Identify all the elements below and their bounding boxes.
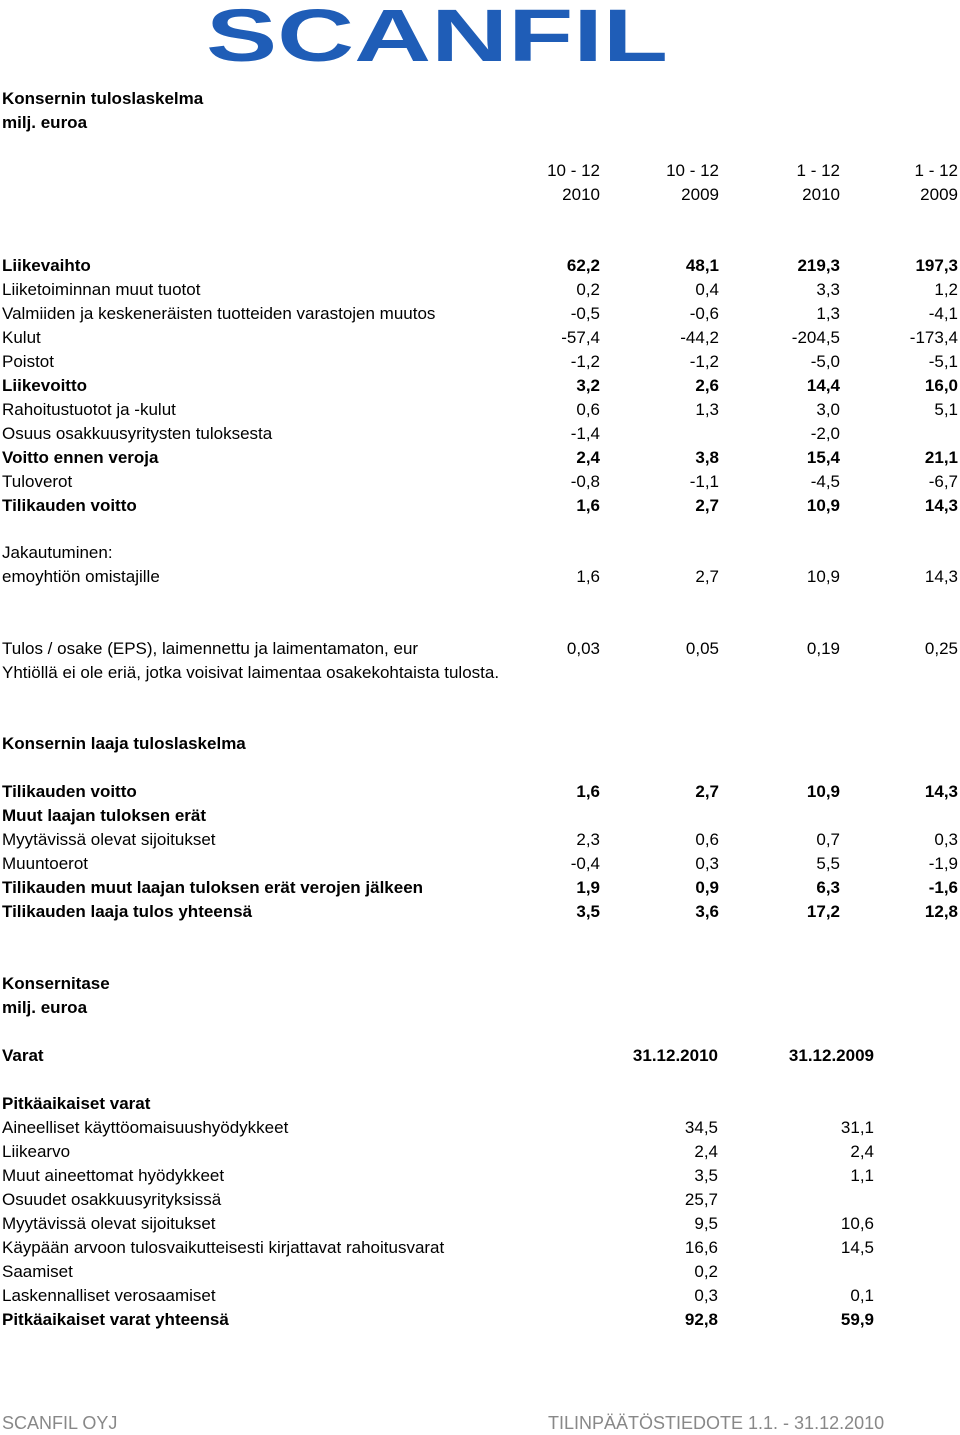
table-row xyxy=(2,852,958,876)
row-value: 15,4 xyxy=(806,448,840,467)
row-value: 17,2 xyxy=(806,902,840,921)
row-value: 3,2 xyxy=(576,376,600,395)
row-value: 10,9 xyxy=(806,496,840,515)
row-label: Laskennalliset verosaamiset xyxy=(2,1286,216,1305)
row-value: -173,4 xyxy=(909,328,958,347)
row-value: 31,1 xyxy=(840,1118,874,1137)
period-header-range: 1 - 12 xyxy=(914,161,958,180)
row-label: Muut laajan tuloksen erät xyxy=(2,806,207,825)
table-row xyxy=(2,565,958,589)
row-value: 0,6 xyxy=(695,830,719,849)
row-value: 1,6 xyxy=(576,567,600,586)
table-row xyxy=(2,350,958,374)
table-row xyxy=(2,326,958,350)
row-value: -5,1 xyxy=(928,352,958,371)
row-value: 1,6 xyxy=(576,496,600,515)
row-value: 197,3 xyxy=(915,256,958,275)
row-value: 59,9 xyxy=(840,1310,874,1329)
row-value: 9,5 xyxy=(694,1214,718,1233)
row-value: 219,3 xyxy=(797,256,840,275)
row-value: -0,6 xyxy=(689,304,719,323)
row-value: 14,4 xyxy=(806,376,840,395)
table-row xyxy=(2,804,958,828)
period-header-range: 10 - 12 xyxy=(547,161,600,180)
row-value: -0,4 xyxy=(570,854,600,873)
row-value: 0,9 xyxy=(695,878,719,897)
row-value: 0,7 xyxy=(816,830,840,849)
row-value: 25,7 xyxy=(684,1190,718,1209)
scanfil-logo xyxy=(203,4,671,66)
table-row xyxy=(2,828,958,852)
row-value: 1,1 xyxy=(850,1166,874,1185)
row-value: 0,2 xyxy=(576,280,600,299)
table-row xyxy=(2,302,958,326)
row-label: Pitkäaikaiset varat yhteensä xyxy=(2,1310,229,1329)
logo-wordmark: SCANFIL xyxy=(206,4,668,66)
row-value: 3,0 xyxy=(816,400,840,419)
row-label: Tilikauden voitto xyxy=(2,496,137,515)
row-value: -1,9 xyxy=(928,854,958,873)
row-label: Myytävissä olevat sijoitukset xyxy=(2,1214,216,1233)
row-value: 14,3 xyxy=(924,567,958,586)
table-row xyxy=(2,780,958,804)
row-label: Myytävissä olevat sijoitukset xyxy=(2,830,216,849)
row-label: Käypään arvoon tulosvaikutteisesti kirjattavat rahoitusvarat xyxy=(2,1238,445,1257)
row-value: 12,8 xyxy=(924,902,958,921)
row-label: Muuntoerot xyxy=(2,854,88,873)
row-value: 10,6 xyxy=(840,1214,874,1233)
assets-label: Varat xyxy=(2,1046,44,1065)
row-value: -204,5 xyxy=(791,328,840,347)
row-value: 1,9 xyxy=(576,878,600,897)
row-value: -1,2 xyxy=(570,352,600,371)
period-header-range: 10 - 12 xyxy=(666,161,719,180)
table-row xyxy=(2,1164,958,1188)
row-value: 0,19 xyxy=(806,639,840,658)
row-label: Tilikauden voitto xyxy=(2,782,137,801)
row-label: Osuudet osakkuusyrityksissä xyxy=(2,1190,222,1209)
row-value: -4,5 xyxy=(810,472,840,491)
footer-report-title: TILINPÄÄTÖSTIEDOTE 1.1. - 31.12.2010 xyxy=(548,1413,885,1433)
row-value: 0,25 xyxy=(924,639,958,658)
row-label: Aineelliset käyttöomaisuushyödykkeet xyxy=(2,1118,289,1137)
date-2009: 31.12.2009 xyxy=(788,1046,874,1065)
row-value: 0,03 xyxy=(566,639,600,658)
row-value: 10,9 xyxy=(806,782,840,801)
row-value: -57,4 xyxy=(561,328,600,347)
row-value: 16,6 xyxy=(684,1238,718,1257)
row-value: -4,1 xyxy=(928,304,958,323)
row-label: Tilikauden laaja tulos yhteensä xyxy=(2,902,253,921)
balance-header-row xyxy=(2,1044,958,1068)
row-label: Tuloverot xyxy=(2,472,73,491)
row-value: 1,2 xyxy=(934,280,958,299)
footer-company: SCANFIL OYJ xyxy=(2,1413,118,1433)
row-value: 2,4 xyxy=(850,1142,874,1161)
date-2010: 31.12.2010 xyxy=(632,1046,718,1065)
row-value: 0,6 xyxy=(576,400,600,419)
table-row xyxy=(2,1308,958,1332)
row-value: 10,9 xyxy=(806,567,840,586)
row-value: 3,6 xyxy=(695,902,719,921)
row-value: 3,3 xyxy=(816,280,840,299)
row-value: 2,4 xyxy=(694,1142,718,1161)
row-value: 3,5 xyxy=(576,902,600,921)
balance-unit: milj. euroa xyxy=(2,998,88,1017)
row-value: -6,7 xyxy=(928,472,958,491)
distribution-label: Jakautuminen: xyxy=(2,543,113,562)
row-value: 0,3 xyxy=(934,830,958,849)
row-value: 2,6 xyxy=(695,376,719,395)
table-row xyxy=(2,278,958,302)
row-value: 2,3 xyxy=(576,830,600,849)
income-unit: milj. euroa xyxy=(2,113,88,132)
table-row xyxy=(2,1212,958,1236)
income-title: Konsernin tuloslaskelma xyxy=(2,89,204,108)
table-row xyxy=(2,1260,958,1284)
row-label: Osuus osakkuusyritysten tuloksesta xyxy=(2,424,273,443)
table-row xyxy=(2,1188,958,1212)
table-row xyxy=(2,876,958,900)
row-value: 14,3 xyxy=(924,496,958,515)
row-value: 34,5 xyxy=(684,1118,718,1137)
row-value: 0,1 xyxy=(850,1286,874,1305)
table-row xyxy=(2,494,958,518)
eps-note: Yhtiöllä ei ole eriä, jotka voisivat laimentaa osakekohtaista tulosta. xyxy=(2,663,500,682)
row-label: Tilikauden muut laajan tuloksen erät verojen jälkeen xyxy=(2,878,424,897)
row-value: -5,0 xyxy=(810,352,840,371)
row-value: 62,2 xyxy=(566,256,600,275)
row-value: 0,3 xyxy=(695,854,719,873)
row-label: Saamiset xyxy=(2,1262,73,1281)
table-row xyxy=(2,254,958,278)
table-row xyxy=(2,398,958,422)
row-label: Liikearvo xyxy=(2,1142,71,1161)
period-header-year: 2010 xyxy=(802,185,840,204)
balance-title: Konsernitase xyxy=(2,974,110,993)
row-label: Kulut xyxy=(2,328,41,347)
period-header-year: 2009 xyxy=(920,185,958,204)
row-value: 6,3 xyxy=(816,878,840,897)
row-value: 2,7 xyxy=(695,782,719,801)
row-value: 1,3 xyxy=(695,400,719,419)
row-value: 0,3 xyxy=(694,1286,718,1305)
row-label: Rahoitustuotot ja -kulut xyxy=(2,400,176,419)
row-label: Valmiiden ja keskeneräisten tuotteiden varastojen muutos xyxy=(2,304,436,323)
row-value: 2,4 xyxy=(576,448,600,467)
row-value: -44,2 xyxy=(680,328,719,347)
row-value: 21,1 xyxy=(924,448,958,467)
row-value: 14,5 xyxy=(840,1238,874,1257)
comprehensive-title: Konsernin laaja tuloslaskelma xyxy=(2,734,246,753)
row-label: Poistot xyxy=(2,352,54,371)
row-value: 14,3 xyxy=(924,782,958,801)
row-value: 92,8 xyxy=(684,1310,718,1329)
row-label: Voitto ennen veroja xyxy=(2,448,159,467)
row-value: 1,6 xyxy=(576,782,600,801)
table-row xyxy=(2,1116,958,1140)
period-header-range: 1 - 12 xyxy=(796,161,840,180)
row-value: -2,0 xyxy=(810,424,840,443)
row-value: 0,4 xyxy=(695,280,719,299)
row-value: -1,2 xyxy=(689,352,719,371)
row-value: -1,4 xyxy=(570,424,600,443)
row-label: Liiketoiminnan muut tuotot xyxy=(2,280,201,299)
row-label: Liikevoitto xyxy=(2,376,88,395)
row-label: Liikevaihto xyxy=(2,256,91,275)
row-value: 0,05 xyxy=(685,639,719,658)
period-header-year: 2010 xyxy=(562,185,600,204)
row-value: 1,3 xyxy=(816,304,840,323)
table-row xyxy=(2,422,958,446)
row-value: 16,0 xyxy=(924,376,958,395)
table-row xyxy=(2,1236,958,1260)
row-value: 0,2 xyxy=(694,1262,718,1281)
row-label: Muut aineettomat hyödykkeet xyxy=(2,1166,225,1185)
row-value: -1,1 xyxy=(689,472,719,491)
row-label: emoyhtiön omistajille xyxy=(2,567,160,586)
row-value: 5,1 xyxy=(934,400,958,419)
row-value: -0,8 xyxy=(570,472,600,491)
table-row xyxy=(2,470,958,494)
row-value: 3,5 xyxy=(694,1166,718,1185)
table-row xyxy=(2,446,958,470)
row-value: 2,7 xyxy=(695,567,719,586)
row-value: 3,8 xyxy=(695,448,719,467)
table-row xyxy=(2,900,958,924)
row-value: 5,5 xyxy=(816,854,840,873)
period-header-year: 2009 xyxy=(681,185,719,204)
row-value: -0,5 xyxy=(570,304,600,323)
table-row xyxy=(2,1140,958,1164)
table-row xyxy=(2,374,958,398)
table-row xyxy=(2,1284,958,1308)
row-value: 48,1 xyxy=(685,256,719,275)
noncurrent-title: Pitkäaikaiset varat xyxy=(2,1094,151,1113)
row-label: Tulos / osake (EPS), laimennettu ja laimentamaton, eur xyxy=(2,639,419,658)
row-value: -1,6 xyxy=(928,878,958,897)
table-row xyxy=(2,637,958,661)
row-value: 2,7 xyxy=(695,496,719,515)
